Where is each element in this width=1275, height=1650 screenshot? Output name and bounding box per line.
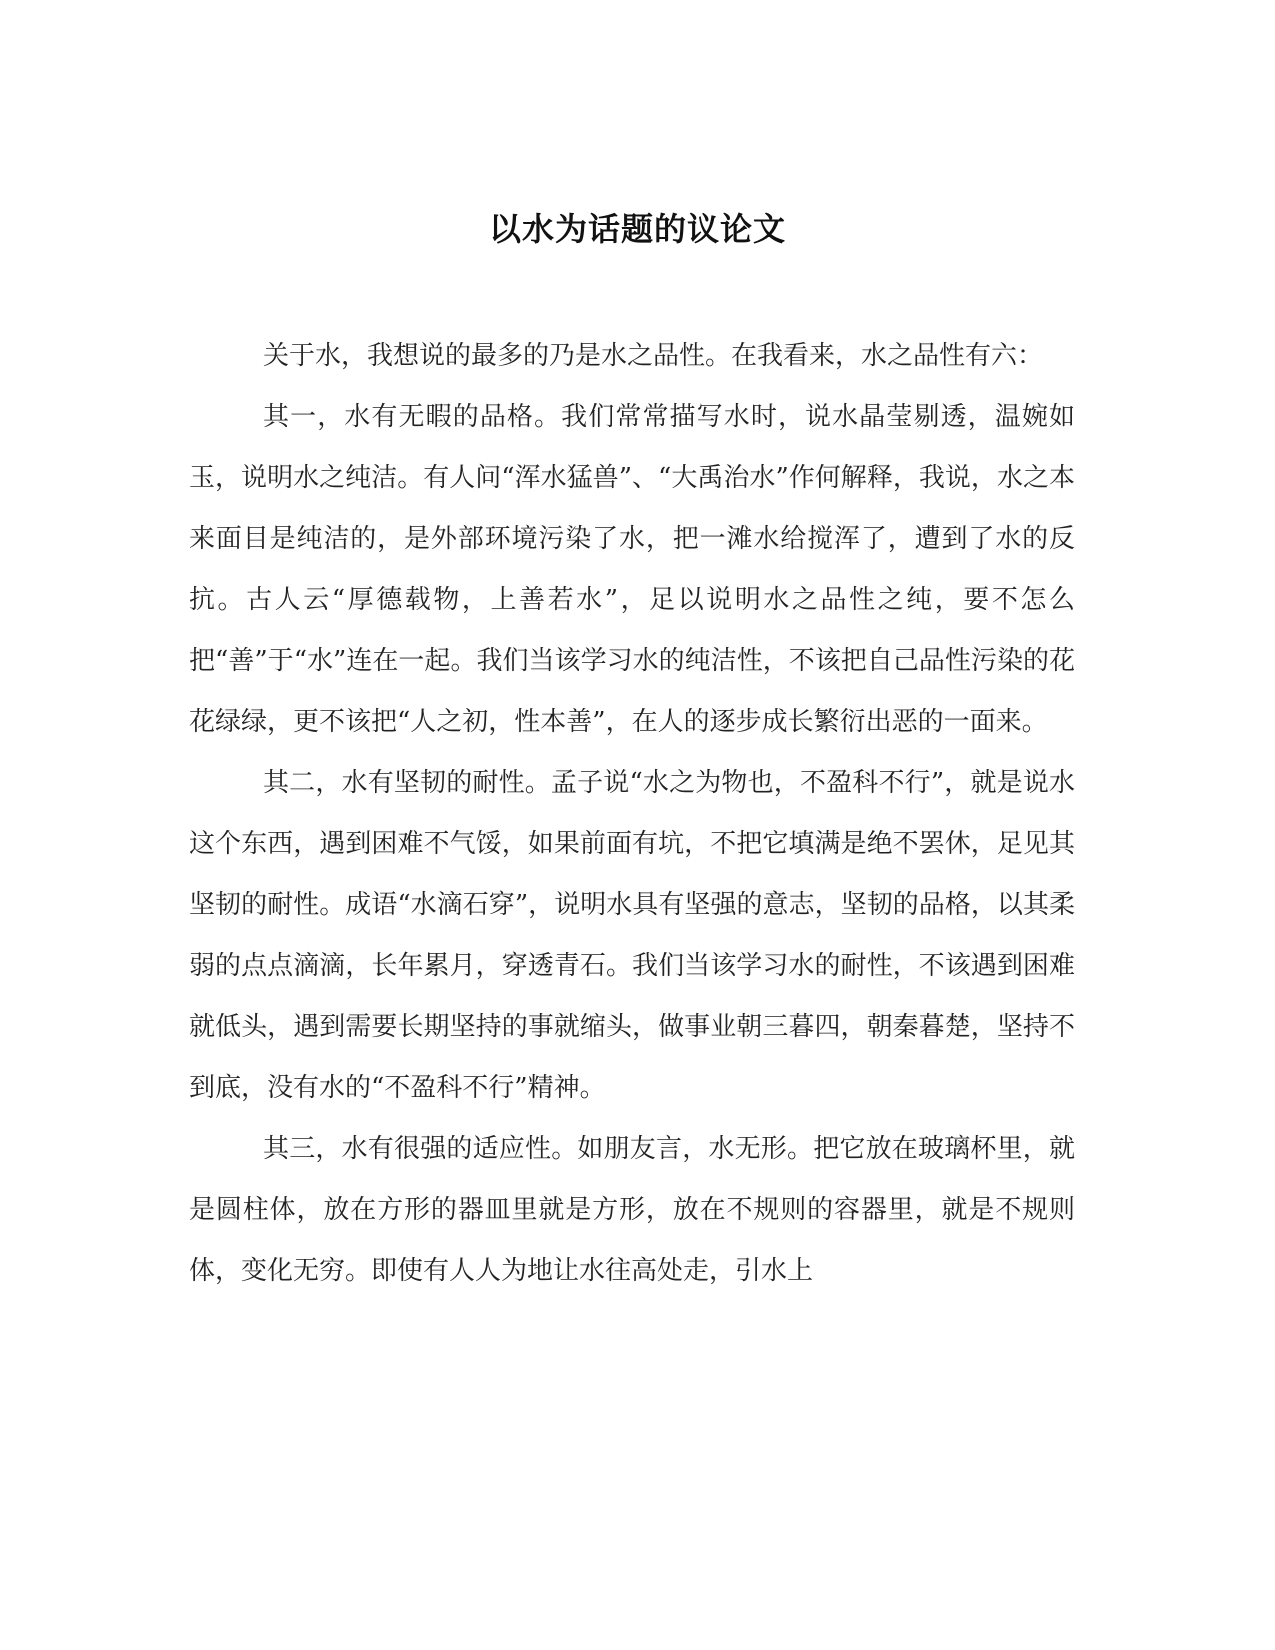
document-body <box>189 326 1075 1302</box>
paragraph-second-quality: 其二，水有坚韧的耐性。孟子说“水之为物也，不盈科不行”，就是说水这个东西，遇到困难不气馁，如果前面有坑，不把它填满是绝不罢休，足见其坚韧的耐性。成语“水滴石穿”，说明水具有坚强的意志，坚韧的品格，以其柔弱的点点滴滴，长年累月，穿透青石。我们当该学习水的耐性，不该遇到困难就低头，遇到需要长期坚持的事就缩头，做事业朝三暮四，朝秦暮楚，坚持不到底，没有水的“不盈科不行”精神。 <box>189 768 1075 1103</box>
document-title: 以水为话题的议论文 <box>488 210 786 248</box>
paragraph-third-quality: 其三，水有很强的适应性。如朋友言，水无形。把它放在玻璃杯里，就是圆柱体，放在方形的器皿里就是方形，放在不规则的容器里，就是不规则体，变化无穷。即使有人人为地让水往高处走，引水上 <box>189 1134 1075 1286</box>
paragraph-intro: 关于水，我想说的最多的乃是水之品性。在我看来，水之品性有六： <box>263 341 1044 371</box>
paragraph-first-quality: 其一，水有无暇的品格。我们常常描写水时，说水晶莹剔透，温婉如玉，说明水之纯洁。有人问“浑水猛兽”、“大禹治水”作何解释，我说，水之本来面目是纯洁的，是外部环境污染了水，把一滩水给搅浑了，遭到了水的反抗。古人云“厚德载物，上善若水”，足以说明水之品性之纯，要不怎么把“善”于“水”连在一起。我们当该学习水的纯洁性，不该把自己品性污染的花花绿绿，更不该把“人之初，性本善”，在人的逐步成长繁衍出恶的一面来。 <box>189 402 1075 737</box>
